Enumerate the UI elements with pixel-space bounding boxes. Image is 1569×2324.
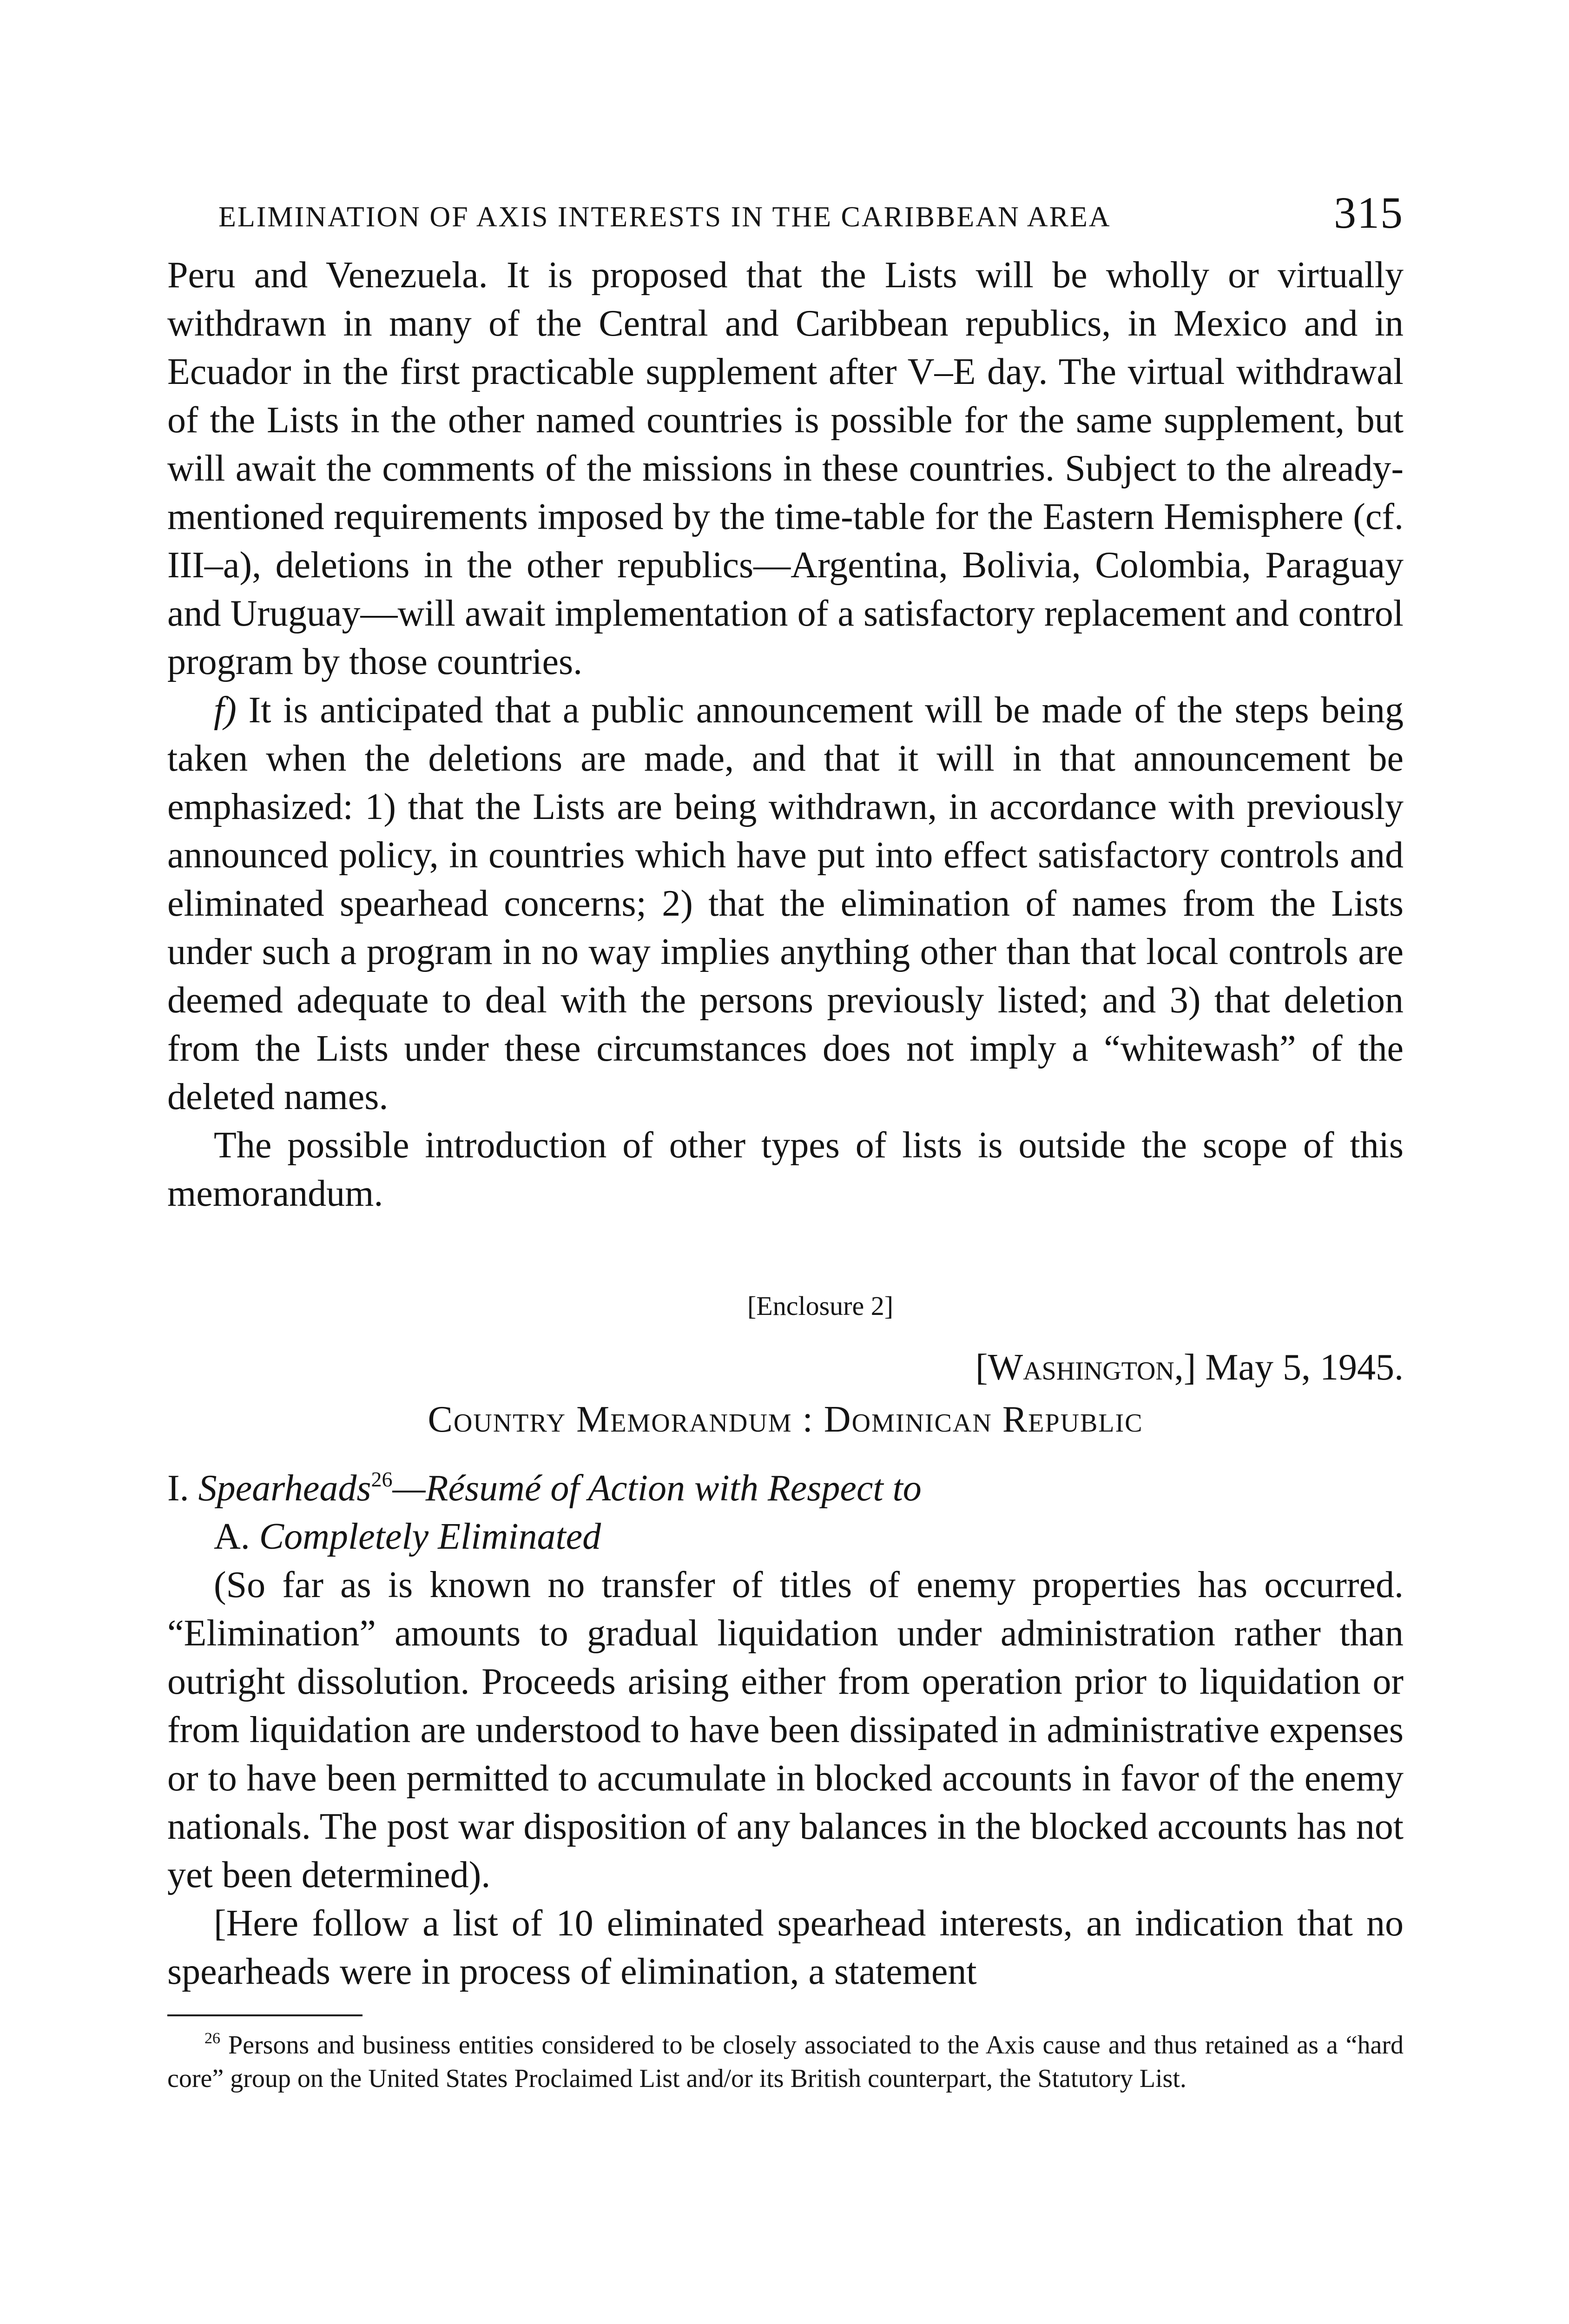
dateline-date: May 5, 1945. xyxy=(1196,1347,1404,1388)
memorandum-title: Country Memorandum : Dominican Republic xyxy=(428,1399,1143,1440)
dateline xyxy=(167,1343,1404,1392)
paragraph-scope: The possible introduction of other types of lists is outside the scope of this memorandum. xyxy=(167,1125,1404,1214)
paragraph-elimination: (So far as is known no transfer of titles of enemy properties has occurred. “Elimination” amounts to gradual liquidation under administration rather than outright dissolution. Proceeds arising either from operation prior to liquidation or from liquidation are understood to have been dissipated in administrative expenses or to have been permitted to accumulate in blocked accounts in favor of the enemy nationals. The post war disposition of any balances in the blocked accounts has not yet been determined). xyxy=(167,1565,1404,1895)
footnote-number: 26 xyxy=(204,2030,220,2047)
section-i-title-a: Spearheads xyxy=(198,1468,371,1509)
section-a-number: A. xyxy=(214,1516,250,1557)
page-number: 315 xyxy=(1334,188,1404,238)
paragraph-f xyxy=(167,686,1404,1121)
running-head-title: ELIMINATION OF AXIS INTERESTS IN THE CARIBBEAN AREA xyxy=(218,201,1111,233)
section-i-heading xyxy=(167,1464,1404,1512)
section-a-title: Completely Eliminated xyxy=(259,1516,601,1557)
section-a-heading xyxy=(167,1512,1404,1561)
paragraph-f-label: f) xyxy=(214,690,237,731)
document-page xyxy=(167,188,1404,2095)
footnote xyxy=(167,2028,1404,2095)
footnote-ref: 26 xyxy=(371,1467,393,1491)
footnote-text: Persons and business entities considered to be closely associated to the Axis cause and thus retained as a “hard core” group on the United States Proclaimed List and/or its British counterpart, the Statutory List. xyxy=(167,2031,1404,2093)
footnote-divider xyxy=(167,2014,363,2016)
dateline-place: [Washington,] xyxy=(975,1347,1196,1388)
running-head xyxy=(167,188,1404,251)
enclosure-label: [Enclosure 2] xyxy=(747,1291,894,1321)
section-i-title-b: —Résumé of Action with Respect to xyxy=(392,1468,922,1509)
paragraph-continued: Peru and Venezuela. It is proposed that the Lists will be wholly or virtually withdrawn in many of the Central and Caribbean republics, in Mexico and in Ecuador in the first practicable supplement after V–E day. The virtual withdrawal of the Lists in the other named countries is possible for the same supplement, but will await the comments of the missions in these countries. Subject to the already-mentioned requirements imposed by the time-table for the Eastern Hemisphere (cf. III–a), deletions in the other republics—Argentina, Bolivia, Colombia, Paraguay and Uruguay—will await implementation of a satisfactory replacement and control program by those countries. xyxy=(167,255,1404,682)
paragraph-list-note: [Here follow a list of 10 eliminated spearhead interests, an indication that no spearheads were in process of elimination, a statement xyxy=(167,1903,1404,1992)
section-i-number: I. xyxy=(167,1468,189,1509)
paragraph-f-text: It is anticipated that a public announcement will be made of the steps being taken when the deletions are made, and that it will in that announcement be emphasized: 1) that the Lists are being withdrawn, in accordance with previously announced policy, in countries which have put into effect satisfactory controls and eliminated spearhead concerns; 2) that the elimination of names from the Lists under such a program in no way implies anything other than that local controls are deemed adequate to deal with the persons previously listed; and 3) that deletion from the Lists under these circumstances does not imply a “whitewash” of the deleted names. xyxy=(167,690,1404,1117)
